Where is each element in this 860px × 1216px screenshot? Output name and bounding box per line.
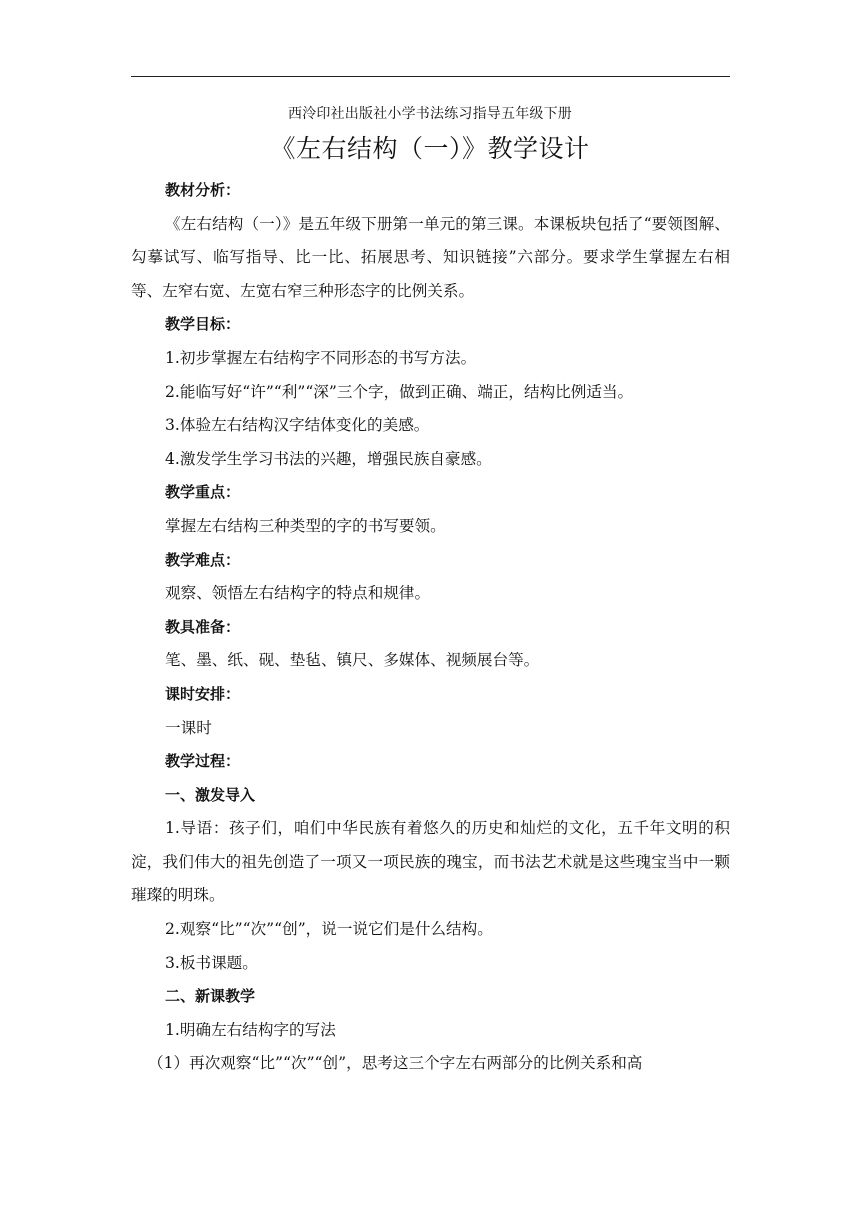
schedule-text: 一课时: [165, 718, 212, 737]
section-heading-analysis: 教材分析：: [165, 181, 241, 199]
header-rule: [131, 76, 730, 77]
document-body: [131, 174, 730, 1081]
goal-item: 3.体验左右结构汉字结体变化的美感。: [165, 416, 430, 435]
goal-item: 2.能临写好“许”“利”“深”三个字，做到正确、端正，结构比例适当。: [165, 382, 634, 401]
goal-item: 1.初步掌握左右结构字不同形态的书写方法。: [165, 348, 477, 367]
introduction-item: 3.板书课题。: [165, 953, 258, 972]
goal-item: 4.激发学生学习书法的兴趣，增强民族自豪感。: [165, 449, 492, 468]
introduction-item: 2.观察“比”“次”“创”，说一说它们是什么结构。: [165, 920, 493, 939]
new-lesson-sub-item: （1）再次观察“比”“次”“创”，思考这三个字左右两部分的比例关系和高: [148, 1054, 643, 1073]
section-heading-schedule: 课时安排：: [165, 684, 241, 703]
part-heading-new-lesson: 二、新课教学: [165, 987, 256, 1006]
introduction-item: 1.导语：孩子们，咱们中华民族有着悠久的历史和灿烂的文化，五千年文明的积淀，我们伟大的祖先创造了一项又一项民族的瑰宝，而书法艺术就是这些瑰宝当中一颗璀璨的明珠。: [131, 819, 730, 905]
analysis-paragraph: 《左右结构（一）》是五年级下册第一单元的第三课。本课板块包括了“要领图解、勾摹试写、临写指导、比一比、拓展思考、知识链接”六部分。要求学生掌握左右相等、左窄右宽、左宽右窄三种形态字的比例关系。: [131, 214, 730, 300]
header-note: 西泠印社出版社小学书法练习指导五年级下册: [288, 106, 572, 122]
new-lesson-item: 1.明确左右结构字的写法: [165, 1020, 336, 1039]
section-heading-process: 教学过程：: [165, 752, 241, 771]
tools-text: 笔、墨、纸、砚、垫毡、镇尺、多媒体、视频展台等。: [165, 651, 540, 670]
section-heading-tools: 教具准备：: [165, 617, 241, 636]
section-heading-key-points: 教学重点：: [165, 483, 241, 502]
difficulties-text: 观察、领悟左右结构字的特点和规律。: [165, 584, 431, 603]
section-heading-difficulties: 教学难点：: [165, 550, 241, 569]
document-title: 《左右结构（一）》教学设计: [270, 134, 590, 163]
section-heading-goals: 教学目标：: [165, 315, 241, 334]
part-heading-introduction: 一、激发导入: [165, 785, 256, 804]
key-points-text: 掌握左右结构三种类型的字的书写要领。: [165, 516, 446, 535]
